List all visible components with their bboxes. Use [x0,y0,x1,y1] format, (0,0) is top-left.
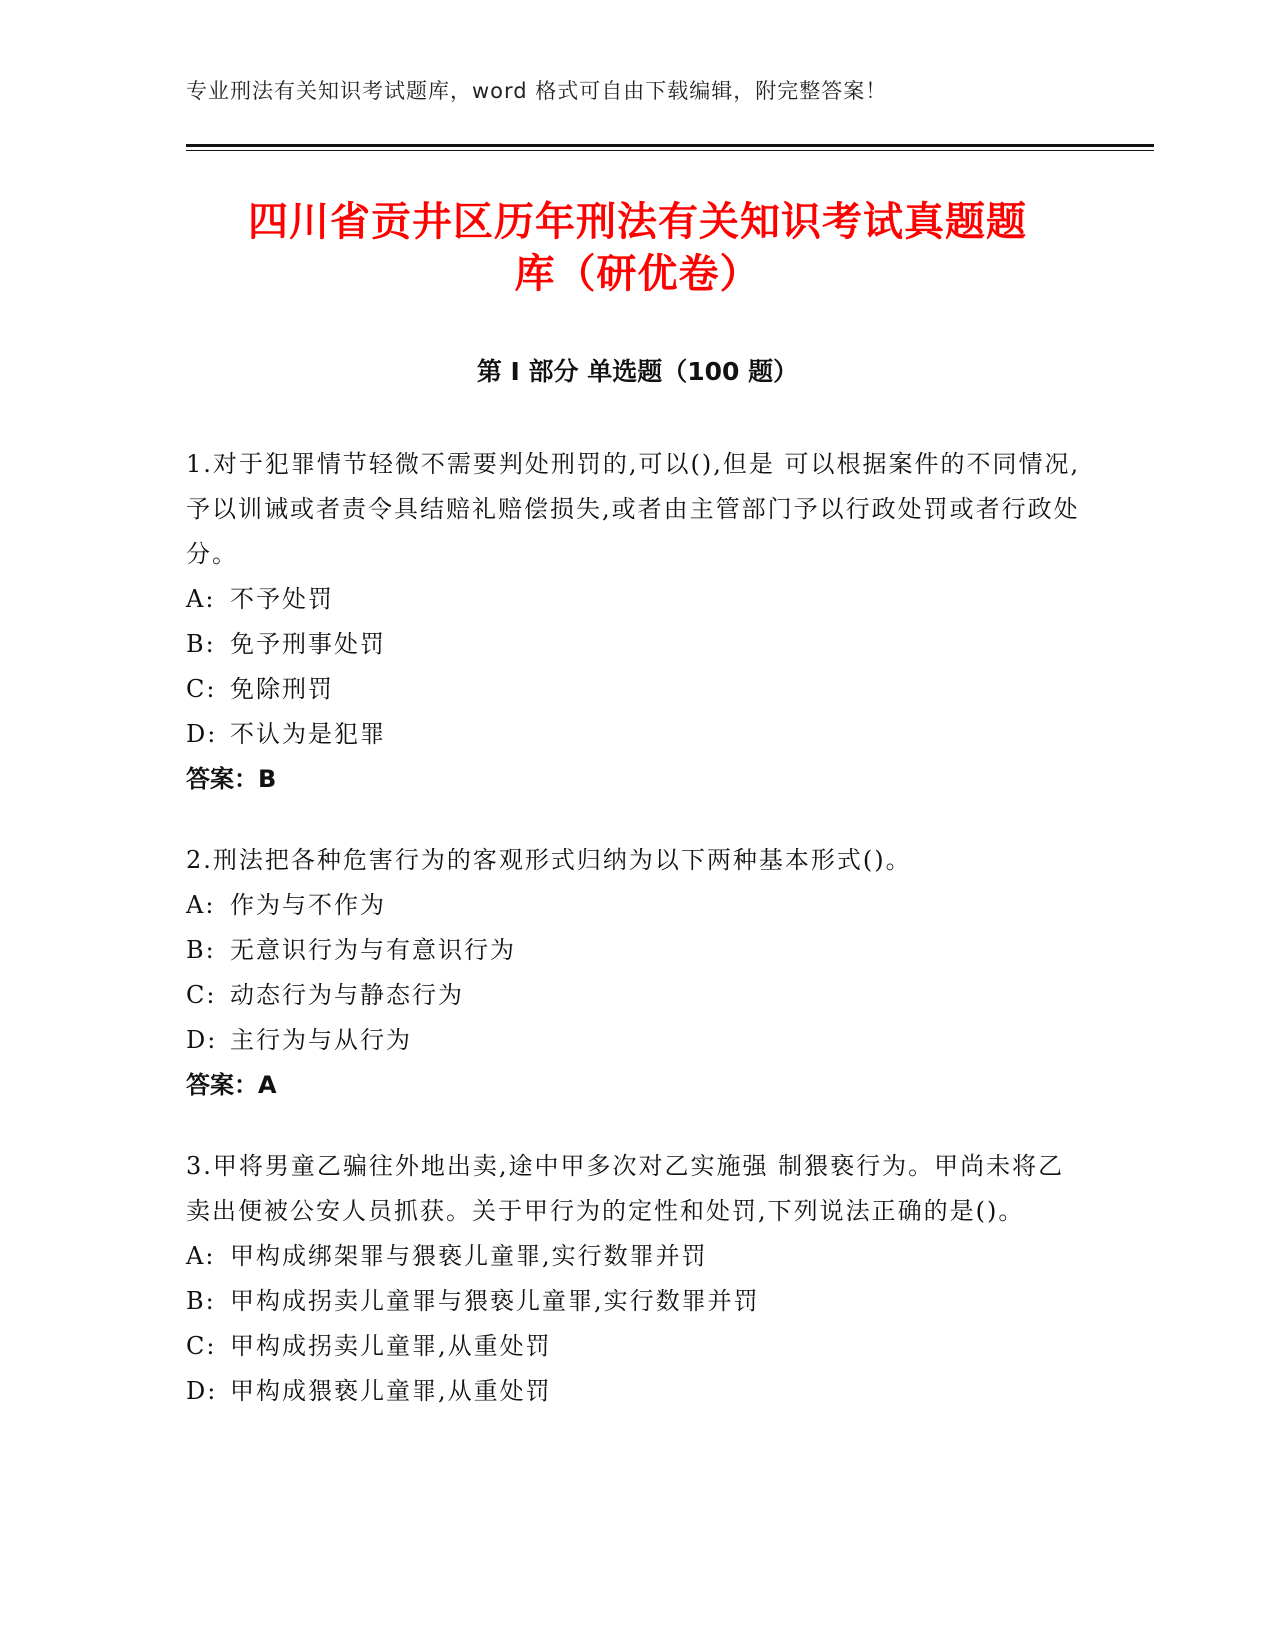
option-a [186,1234,1086,1279]
option-d [186,712,1086,757]
option-key: A: [186,585,216,613]
option-key: A: [186,1242,216,1270]
option-b [186,1279,1086,1324]
header-note: 专业刑法有关知识考试题库，word 格式可自由下载编辑，附完整答案！ [186,79,888,103]
option-c [186,973,1086,1018]
option-text: 不予处罚 [230,585,334,613]
option-key: C: [186,981,217,1009]
option-a [186,883,1086,928]
option-key: C: [186,1332,217,1360]
section-heading: 第 I 部分 单选题（100 题） [476,357,799,386]
question-2 [186,838,1086,1108]
option-key: A: [186,891,216,919]
option-text: 甲构成拐卖儿童罪与猥亵儿童罪,实行数罪并罚 [230,1287,760,1315]
option-key: B: [186,1287,216,1315]
option-text: 甲构成拐卖儿童罪,从重处罚 [230,1332,552,1360]
option-d [186,1369,1086,1414]
option-c [186,667,1086,712]
option-text: 无意识行为与有意识行为 [230,936,516,964]
option-key: C: [186,675,217,703]
option-text: 主行为与从行为 [230,1026,412,1054]
option-text: 动态行为与静态行为 [230,981,464,1009]
answer-line: 答案：A [186,1071,277,1099]
option-key: B: [186,630,216,658]
question-stem: 3.甲将男童乙骗往外地出卖,途中甲多次对乙实施强 制猥亵行为。甲尚未将乙卖出便被公安人员抓获。关于甲行为的定性和处罚,下列说法正确的是()。 [186,1152,1065,1225]
document-title [150,196,1125,300]
option-key: D: [186,1377,218,1405]
option-text: 不认为是犯罪 [230,720,386,748]
option-key: D: [186,720,218,748]
option-c [186,1324,1086,1369]
option-b [186,622,1086,667]
option-text: 免予刑事处罚 [230,630,386,658]
question-list [186,442,1086,1450]
option-d [186,1018,1086,1063]
document-title-line-1: 四川省贡井区历年刑法有关知识考试真题题 [248,199,1027,245]
document-title-line-2: 库（研优卷） [514,251,761,297]
option-text: 甲构成绑架罪与猥亵儿童罪,实行数罪并罚 [230,1242,708,1270]
option-text: 甲构成猥亵儿童罪,从重处罚 [230,1377,552,1405]
header-divider-thin [186,150,1154,151]
question-1 [186,442,1086,802]
question-stem: 1.对于犯罪情节轻微不需要判处刑罚的,可以(),但是 可以根据案件的不同情况,予以训诫或者责令具结赔礼赔偿损失,或者由主管部门予以行政处罚或者行政处分。 [186,450,1081,568]
question-stem: 2.刑法把各种危害行为的客观形式归纳为以下两种基本形式()。 [186,846,912,874]
option-key: D: [186,1026,218,1054]
option-key: B: [186,936,216,964]
answer-line: 答案：B [186,765,277,793]
question-3 [186,1144,1086,1414]
option-text: 免除刑罚 [230,675,334,703]
header-divider-thick [186,144,1154,147]
option-text: 作为与不作为 [230,891,386,919]
option-b [186,928,1086,973]
option-a [186,577,1086,622]
